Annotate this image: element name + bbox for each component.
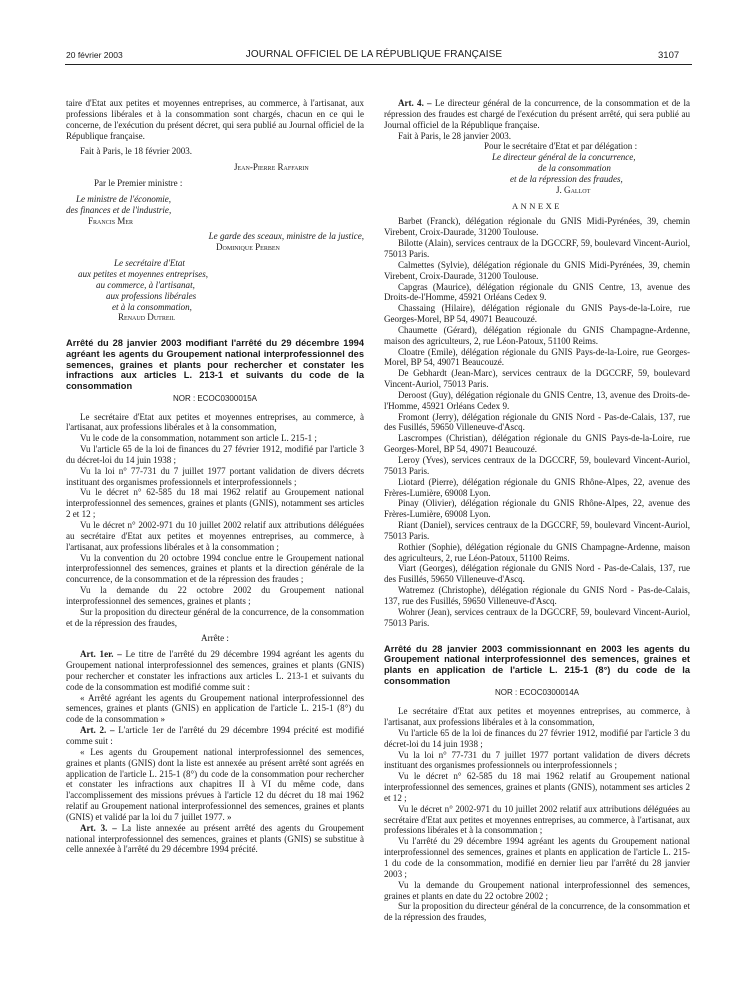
article-1-quote: « Arrêté agréant les agents du Groupement national interprofessionnel des semences, graines et plants (GNIS) en application de l'article L. 215-1 (8°) du code de la consommation » bbox=[66, 692, 364, 725]
preamble-2-1: Le secrétaire d'Etat aux petites et moyennes entreprises, au commerce, à l'artisanat, aux professions libérales et à la consommation, bbox=[384, 706, 690, 727]
preamble-5: Vu le décret n° 62-585 du 18 mai 1962 relatif au Groupement national interprofessionnel des semences, graines et plants (GNIS), notamment ses articles 2 et 12 ; bbox=[66, 487, 364, 520]
signature-pm: Jean-Pierre Raffarin bbox=[234, 162, 309, 173]
preamble-2-6: Vu l'arrêté du 29 décembre 1994 agréant les agents du Groupement national interprofessionnel des semences, graines et plants en application de l'article L. 215-1 du code de la consommation, modifié en dernier lieu par l'arrêté du 28 janvier 2003 ; bbox=[384, 836, 690, 879]
arrete-title: Arrêté du 28 janvier 2003 modifiant l'arrêté du 29 décembre 1994 agréant les agents du Groupement national interprofessionnel des semences, graines et plants pour rechercher et constater les infractions aux articles L. 213-1 et suivants du code de la consommation bbox=[66, 338, 364, 391]
journal-title: JOURNAL OFFICIEL DE LA RÉPUBLIQUE FRANÇAISE bbox=[245, 49, 503, 60]
list-item: De Gebhardt (Jean-Marc), services centraux de la DGCCRF, 59, boulevard Vincent-Auriol, 75013 Paris. bbox=[384, 368, 690, 390]
delegation-line3: de la consommation bbox=[538, 163, 611, 174]
header-rule bbox=[65, 64, 692, 65]
article-2-quote: « Les agents du Groupement national interprofessionnel des semences, graines et plants (GNIS) dont la liste est annexée au présent arrêté sont agréés en application de l'article L. 215-1 (8°) du code de la consommation pour rechercher et constater les infractions aux chapitres II à VI du même code, dans l'accomplissement des missions prévues à l'article 12 du décret du 18 mai 1962 relatif au Groupement national interprofessionnel des semences, graines et plants (GNIS) et validé par la loi du 7 juillet 1977. » bbox=[66, 746, 364, 822]
secr-name: Renaud Dutreil bbox=[118, 312, 176, 323]
preamble-4: Vu la loi n° 77-731 du 7 juillet 1977 portant validation de divers décrets instituant des organismes professionnels et interprofessionnels ; bbox=[66, 465, 364, 487]
preamble-2: Vu le code de la consommation, notamment son article L. 215-1 ; bbox=[80, 433, 317, 444]
preamble-1: Le secrétaire d'Etat aux petites et moyennes entreprises, au commerce, à l'artisanat, aux professions libérales et à la consommation, bbox=[66, 411, 364, 433]
delegation-line1: Pour le secrétaire d'Etat et par délégation : bbox=[484, 141, 638, 152]
delegation-line2: Le directeur général de la concurrence, bbox=[492, 152, 636, 163]
article-3-text: La liste annexée au présent arrêté des agents du Groupement national interprofessionnel des semences, graines et plants (GNIS) se substitue à celle annexée à l'arrêté du 29 décembre 1994 précité. bbox=[66, 822, 365, 855]
nor-code: NOR : ECOC0300015A bbox=[172, 393, 258, 403]
list-item: Leroy (Yves), services centraux de la DGCCRF, 59, boulevard Vincent-Auriol, 75013 Paris. bbox=[384, 455, 690, 476]
list-item: Barbet (Franck), délégation régionale du GNIS Midi-Pyrénées, 39, chemin Virebent, Croix-Daurade, 31200 Toulouse. bbox=[384, 216, 690, 238]
list-item: Liotard (Pierre), délégation régionale du GNIS Rhône-Alpes, 22, avenue des Frères-Lumière, 69008 Lyon. bbox=[384, 476, 690, 498]
list-item: Capgras (Maurice), délégation régionale du GNIS Centre, 13, avenue des Droits-de-l'Homme, 45921 Orléans Cedex 9. bbox=[384, 281, 690, 303]
article-2 bbox=[66, 725, 364, 747]
article-1 bbox=[66, 649, 364, 692]
secr-line3: au commerce, à l'artisanat, bbox=[96, 279, 195, 290]
nor-code-2: NOR : ECOC0300014A bbox=[494, 688, 580, 698]
minister-eco-line1: Le ministre de l'économie, bbox=[76, 193, 172, 204]
article-1-label: Art. 1er. – bbox=[80, 649, 122, 660]
list-item: Viart (Georges), délégation régionale du GNIS Nord - Pas-de-Calais, 137, rue des Fusillés, 59650 Villeneuve-d'Ascq. bbox=[384, 563, 690, 585]
article-3-label: Art. 3. – bbox=[80, 822, 117, 833]
secr-line1: Le secrétaire d'Etat bbox=[114, 258, 185, 269]
list-item: Lascrompes (Christian), délégation régionale du GNIS Pays-de-la-Loire, rue Georges-Morel, BP 54, 49071 Beaucouzé. bbox=[384, 433, 690, 455]
annexe-list bbox=[384, 216, 690, 628]
list-item: Fromont (Jerry), délégation régionale du GNIS Nord - Pas-de-Calais, 137, rue des Fusillés, 59650 Villeneuve-d'Ascq. bbox=[384, 411, 690, 433]
arrete-2-title: Arrêté du 28 janvier 2003 commissionnant en 2003 les agents du Groupement national interprofessionnel des semences, graines et plants en application de l'article L. 215-1 (8°) du code de la consommation bbox=[384, 643, 690, 686]
preamble-8: Vu la demande du 22 octobre 2002 du Groupement national interprofessionnel des semences, graines et plants ; bbox=[66, 585, 364, 606]
list-item: Cloatre (Emile), délégation régionale du GNIS Pays-de-la-Loire, rue Georges-Morel, BP 54, 49071 Beaucouzé. bbox=[384, 346, 690, 368]
article-3 bbox=[66, 823, 364, 856]
article-2-text: L'article 1er de l'arrêté du 29 décembre 1994 précité est modifié comme suit : bbox=[66, 725, 364, 747]
list-item: Bilotte (Alain), services centraux de la DGCCRF, 59, boulevard Vincent-Auriol, 75013 Paris. bbox=[384, 238, 690, 259]
garde-sceaux-name: Dominique Perben bbox=[216, 242, 280, 253]
page-header bbox=[0, 0, 748, 64]
secr-line2: aux petites et moyennes entreprises, bbox=[78, 268, 209, 279]
preamble-6: Vu le décret n° 2002-971 du 10 juillet 2002 relatif aux attributions déléguées au secrétaire d'Etat aux petites et moyennes entreprises, au commerce, à l'artisanat, aux professions libérales et à la consommation ; bbox=[66, 519, 364, 552]
list-item: Watremez (Christophe), délégation régionale du GNIS Nord - Pas-de-Calais, 137, rue des Fusillés, 59650 Villeneuve-d'Ascq. bbox=[384, 585, 690, 606]
secr-line4: aux professions libérales bbox=[106, 290, 197, 301]
annexe-title: ANNEXE bbox=[512, 200, 562, 211]
left-column bbox=[66, 98, 364, 855]
preamble-2-8: Sur la proposition du directeur général de la concurrence, de la consommation et de la répression des fraudes, bbox=[384, 901, 690, 923]
minister-eco-name: Francis Mer bbox=[88, 215, 134, 226]
preamble-2-7: Vu la demande du Groupement national interprofessionnel des semences, graines et plants en date du 22 octobre 2002 ; bbox=[384, 879, 690, 901]
list-item: Deroost (Guy), délégation régionale du GNIS Centre, 13, avenue des Droits-de-l'Homme, 45921 Orléans Cedex 9. bbox=[384, 389, 690, 411]
article-2-label: Art. 2. – bbox=[80, 725, 115, 736]
right-column bbox=[384, 98, 690, 923]
page-number: 3107 bbox=[658, 50, 680, 61]
preamble-2-4: Vu le décret n° 62-585 du 18 mai 1962 relatif au Groupement national interprofessionnel des semences, graines et plants (GNIS), notamment ses articles 2 et 12 ; bbox=[384, 771, 690, 803]
list-item: Calmettes (Sylvie), délégation régionale du GNIS Midi-Pyrénées, 39, chemin Virebent, Croix-Daurade, 31200 Toulouse. bbox=[384, 259, 690, 281]
article-4 bbox=[384, 98, 690, 131]
done-at-2: Fait à Paris, le 28 janvier 2003. bbox=[398, 130, 512, 141]
delegation-line4: et de la répression des fraudes, bbox=[510, 173, 623, 184]
by-pm: Par le Premier ministre : bbox=[94, 178, 183, 189]
done-at: Fait à Paris, le 18 février 2003. bbox=[80, 146, 193, 157]
list-item: Wohrer (Jean), services centraux de la DGCCRF, 59, boulevard Vincent-Auriol, 75013 Paris. bbox=[384, 606, 690, 628]
list-item: Chassaing (Hilaire), délégation régionale du GNIS Pays-de-la-Loire, rue Georges-Morel, BP 54, 49071 Beaucouzé. bbox=[384, 303, 690, 325]
preamble-2-2: Vu l'article 65 de la loi de finances du 27 février 1912, modifié par l'article 3 du décret-loi du 14 juin 1938 ; bbox=[384, 727, 690, 749]
preamble-7: Vu la convention du 20 octobre 1994 conclue entre le Groupement national interprofessionnel des semences, graines et plants et la direction générale de la concurrence, de la consommation et de la répression des fraudes ; bbox=[66, 552, 364, 585]
garde-sceaux: Le garde des sceaux, ministre de la justice, bbox=[208, 231, 364, 242]
preamble-2-5: Vu le décret n° 2002-971 du 10 juillet 2002 relatif aux attributions déléguées au secrétaire d'Etat aux petites et moyennes entreprises, au commerce, à l'artisanat, aux professions libérales et à la consommation ; bbox=[384, 803, 690, 836]
article-4-label: Art. 4. – bbox=[398, 98, 432, 108]
article-1-text: Le titre de l'arrêté du 29 décembre 1994 agréant les agents du Groupement national interprofessionnel des semences, graines et plants (GNIS) pour rechercher et constater les infractions aux articles L. 213-1 et suivants du code de la consommation est modifié comme suit : bbox=[66, 649, 365, 692]
delegation-name: J. Gallot bbox=[556, 184, 591, 195]
decree-closing: taire d'Etat aux petites et moyennes entreprises, au commerce, à l'artisanat, aux professions libérales et à la consommation sont chargés, chacun en ce qui le concerne, de l'exécution du présent décret, qui sera publié au Journal officiel de la République française. bbox=[66, 98, 364, 141]
minister-eco-line2: des finances et de l'industrie, bbox=[66, 204, 172, 215]
article-4-text: Le directeur général de la concurrence, de la consommation et de la répression des fraudes est chargé de l'exécution du présent arrêté, qui sera publié au Journal officiel de la République française. bbox=[384, 98, 691, 130]
list-item: Rothier (Sophie), délégation régionale du GNIS Champagne-Ardenne, maison des agriculteurs, 2, rue Léon-Patoux, 51100 Reims. bbox=[384, 541, 690, 563]
list-item: Riant (Daniel), services centraux de la DGCCRF, 59, boulevard Vincent-Auriol, 75013 Paris. bbox=[384, 520, 690, 541]
header-date: 20 février 2003 bbox=[66, 50, 123, 60]
list-item: Chaumette (Gérard), délégation régionale du GNIS Champagne-Ardenne, maison des agriculteurs, 2, rue Léon-Patoux, 51100 Reims. bbox=[384, 324, 690, 346]
preamble-2-3: Vu la loi n° 77-731 du 7 juillet 1977 portant validation de divers décrets instituant des organismes professionnels ou interprofessionnels ; bbox=[384, 749, 690, 771]
preamble-9: Sur la proposition du directeur général de la concurrence, de la consommation et de la répression des fraudes, bbox=[66, 606, 364, 628]
secr-line5: et à la consommation, bbox=[112, 301, 192, 312]
arrete-word: Arrête : bbox=[201, 633, 229, 644]
list-item: Pinay (Olivier), délégation régionale du GNIS Rhône-Alpes, 22, avenue des Frères-Lumière, 69008 Lyon. bbox=[384, 498, 690, 520]
preamble-3: Vu l'article 65 de la loi de finances du 27 février 1912, modifié par l'article 3 du décret-loi du 14 juin 1938 ; bbox=[66, 444, 364, 465]
